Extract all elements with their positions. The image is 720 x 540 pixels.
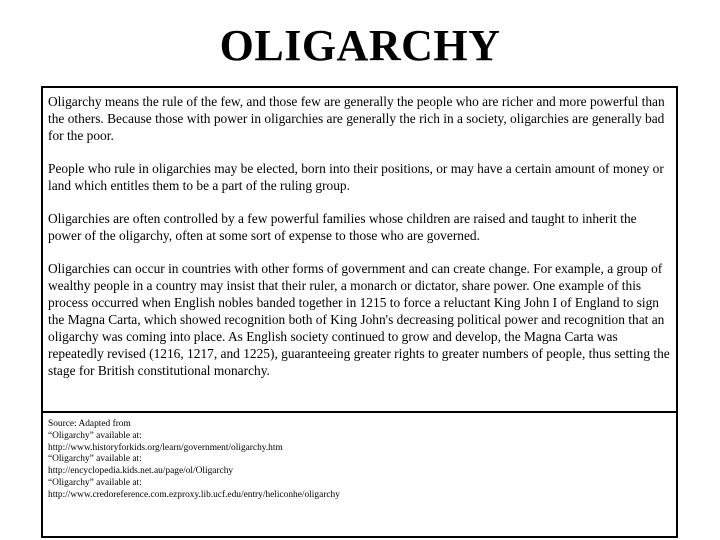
paragraph-definition: Oligarchy means the rule of the few, and those few are generally the people who are richer and more powerful than the others. Because those with power in oligarchies are generally the rich in a society, oligarchies are generally bad for the poor. [48, 94, 665, 143]
source-citation-title: “Oligarchy” available at: [48, 430, 142, 441]
content-box [41, 86, 678, 538]
slide-title: OLIGARCHY [219, 21, 501, 70]
paragraph-rulers: People who rule in oligarchies may be elected, born into their positions, or may have a certain amount of money or land which entitles them to be a part of the ruling group. [48, 161, 664, 193]
source-citation-title: “Oligarchy” available at: [48, 477, 142, 488]
main-text-section [43, 88, 676, 413]
source-url: http://encyclopedia.kids.net.au/page/ol/Oligarchy [48, 466, 234, 477]
paragraph-families: Oligarchies are often controlled by a few powerful families whose children are raised and taught to inherit the power of the oligarchy, often at some sort of expense to those who are governed. [48, 211, 637, 243]
source-url: http://www.historyforkids.org/learn/government/oligarchy.htm [48, 442, 283, 453]
source-citations [43, 415, 676, 502]
source-url: http://www.credoreference.com.ezproxy.lib.ucf.edu/entry/heliconhe/oligarchy [48, 489, 340, 500]
source-citation-title: “Oligarchy” available at: [48, 454, 142, 465]
paragraph-magna-carta: Oligarchies can occur in countries with other forms of government and can create change. For example, a group of wealthy people in a country may insist that their ruler, a monarch or dictator, share power. One example of this process occurred when English nobles banded together in 1215 to force a reluctant King John I of England to sign the Magna Carta, which showed recognition both of King John's decreasing political power and recognition that an oligarchy was coming into place. As English society continued to grow and develop, the Magna Carta was repeatedly revised (1216, 1217, and 1225), guaranteeing greater rights to greater numbers of people, thus setting the stage for British constitutional monarchy. [48, 261, 670, 378]
source-heading: Source: Adapted from [48, 419, 131, 429]
